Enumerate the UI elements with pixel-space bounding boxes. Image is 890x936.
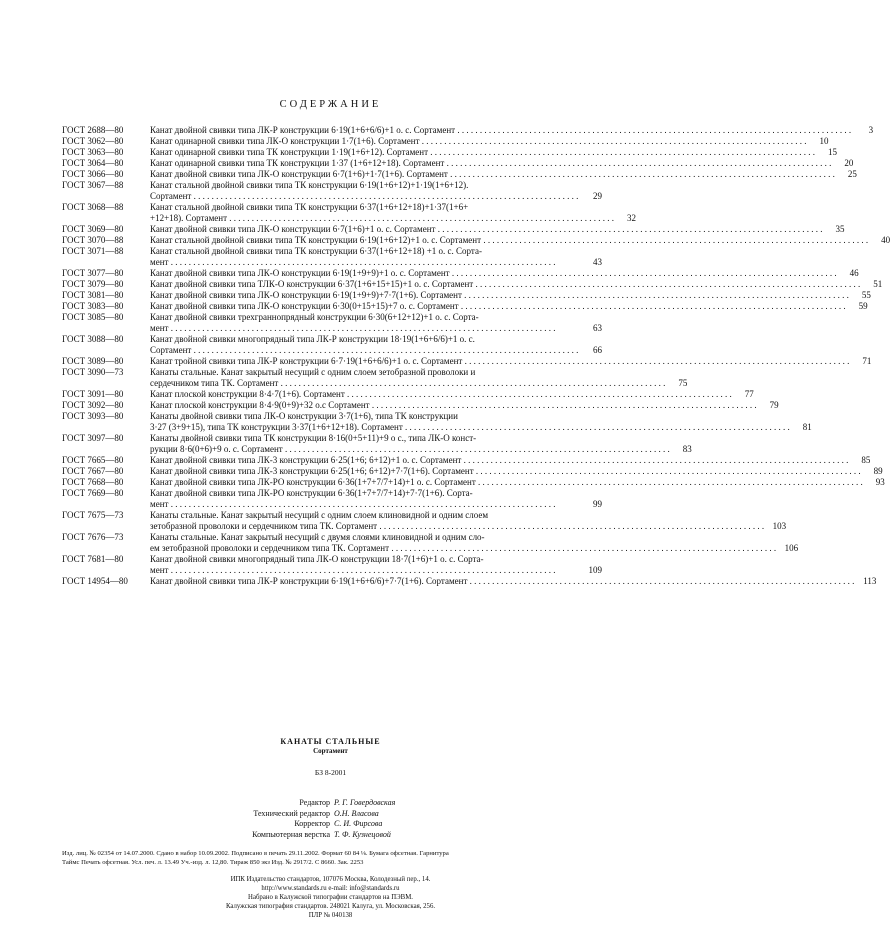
toc-line <box>150 169 857 180</box>
toc-description <box>150 576 876 587</box>
toc-line <box>150 323 602 334</box>
toc-line-text: Канат стальной двойной свивки типа ТК конструкции 6·37(1+6+12+18)+1·37(1+6+ <box>150 202 469 212</box>
toc-page-number: 15 <box>828 147 838 157</box>
toc-page-number: 25 <box>847 169 857 179</box>
toc-page-number: 75 <box>678 378 688 388</box>
publisher-line: http://www.standards.ru e-mail: info@standards.ru <box>261 885 400 892</box>
toc-line-text: Канат двойной свивки трехграннопрядный конструкции 6·30(6+12+12)+1 о. с. Сорта- <box>150 312 479 322</box>
toc-entry <box>62 268 859 279</box>
toc-code: ГОСТ 3090—73 <box>62 367 124 377</box>
toc-entry <box>62 290 871 301</box>
toc-code: ГОСТ 7676—73 <box>62 532 124 542</box>
toc-code: ГОСТ 3062—80 <box>62 136 124 146</box>
toc-line-text: Канаты двойной свивки типа ТК конструкции 8·16(0+5+11)+9 о с., типа ЛК-О конст- <box>150 433 477 443</box>
toc-entry <box>62 246 602 268</box>
toc-line-text: Канат тройной свивки типа ЛК-Р конструкции 6·7·19(1+6+6/6)+1 о. с. Сортамент . . . <box>150 356 849 367</box>
toc-page-number: 71 <box>862 356 872 366</box>
toc-description <box>150 202 636 224</box>
toc-page-number: 46 <box>849 268 859 278</box>
toc-entry <box>62 180 602 202</box>
toc-description <box>150 532 798 554</box>
toc-description <box>150 411 812 433</box>
toc-page-number: 113 <box>863 576 877 586</box>
toc-entry <box>62 158 854 169</box>
toc-entry <box>62 554 602 576</box>
toc-line-text: +12+18). Сортамент . . . <box>150 213 614 224</box>
toc-line <box>150 235 890 246</box>
toc-entry <box>62 301 868 312</box>
toc-page-number: 83 <box>682 444 692 454</box>
toc-description <box>150 477 885 488</box>
publisher-line: Калужская типография стандартов. 248021 Калуга, ул. Московская, 256. <box>225 903 436 910</box>
toc-line <box>150 422 812 433</box>
toc-entry <box>62 136 829 147</box>
toc-page-number: 55 <box>861 290 871 300</box>
toc-line <box>150 543 798 554</box>
toc-entry <box>62 389 754 400</box>
toc-line-text: Канат двойной свивки типа ЛК-3 конструкции 6·25(1+6; 6+12)+1 о. с. Сортамент . . . <box>150 455 848 466</box>
toc-description <box>150 367 687 389</box>
toc-page-number: 63 <box>593 323 602 333</box>
toc-entry <box>62 125 874 136</box>
toc-description <box>150 224 845 235</box>
toc-entry <box>62 477 885 488</box>
toc-code: ГОСТ 7665—80 <box>62 455 124 465</box>
toc-line-text: рукции 8·6(0+6)+9 о. с. Сортамент . . . <box>150 444 670 455</box>
toc-page-number <box>764 510 786 521</box>
toc-code: ГОСТ 3068—88 <box>62 202 124 212</box>
toc-entry <box>62 488 602 510</box>
toc-line-text: Канат одинарной свивки типа ТК конструкции 1·37 (1+6+12+18). Сортамент . . . <box>150 158 831 169</box>
toc-entry <box>62 202 637 224</box>
toc-line-text: Канат двойной свивки типа ЛК-Р конструкции 6·19(1+6+6/6)+7·7(1+6). Сортамент . . . <box>150 576 854 587</box>
toc-code: ГОСТ 7681—80 <box>62 554 124 564</box>
toc-entry <box>62 576 877 587</box>
editor-row <box>0 819 661 830</box>
publisher-line: ИПК Издательство стандартов, 107076 Москва, Колодезный пер., 14. <box>230 876 431 883</box>
toc-description <box>150 246 602 268</box>
toc-line-text: Канат плоской конструкции 8·4·7(1+6). Сортамент . . . <box>150 389 732 400</box>
toc-page-number <box>580 334 602 345</box>
toc-line-text: Канат двойной свивки типа ЛК-3 конструкции 6·25(1+6; 6+12)+7·7(1+6). Сортамент . . . <box>150 466 861 477</box>
toc-line-text: Канат двойной свивки многопрядный типа ЛК-Р конструкции 18·19(1+6+6/6)+1 о. с. <box>150 334 475 344</box>
toc-code: ГОСТ 3083—80 <box>62 301 124 311</box>
editor-row <box>0 830 661 841</box>
toc-line <box>150 411 812 422</box>
toc-line <box>150 312 602 323</box>
editor-row <box>0 798 661 809</box>
toc-page-number: 3 <box>868 125 874 135</box>
toc-page-number: 77 <box>744 389 754 399</box>
toc-page-number: 43 <box>593 257 602 267</box>
toc-line-text: 3·27 (3+9+15), типа ТК конструкции 3·37(1+6+12+18). Сортамент . . . <box>150 422 790 433</box>
toc-page-number: 89 <box>873 466 883 476</box>
toc-line <box>150 202 636 213</box>
toc-line <box>150 136 829 147</box>
toc-description <box>150 400 779 411</box>
toc-line-text: Сортамент . . . <box>150 191 580 202</box>
toc-entry <box>62 455 871 466</box>
toc-line-text: Канаты двойной свивки типа ЛК-О конструкции 3·7(1+6), типа ТК конструкции <box>150 411 458 421</box>
toc-description <box>150 136 829 147</box>
toc-line-text: мент . . . <box>150 323 580 334</box>
publisher-block <box>0 875 661 920</box>
toc-description <box>150 466 883 477</box>
toc-entry <box>62 147 838 158</box>
toc-line <box>150 290 871 301</box>
toc-line <box>150 334 602 345</box>
toc-line <box>150 400 779 411</box>
imprint-line: Таймс Печать офсетная. Усл. печ. л. 13.49 Уч.-изд. л. 12,80. Тираж 850 экз Изд. № 2917/2. С 8660. Зак. 2253 <box>62 859 364 866</box>
toc-line <box>150 532 798 543</box>
toc-line-text: ем зетобразной проволоки и сердечником типа ТК. Сортамент . . . <box>150 543 776 554</box>
toc-description <box>150 147 837 158</box>
toc-page-number: 79 <box>769 400 779 410</box>
imprint-line: Изд. лиц. № 02354 от 14.07.2000. Сдано в набор 10.09.2002. Подписано в печать 29.11.2002. Формат 60 84 ⅛. Бумага офсетная. Гарнитура <box>62 850 449 857</box>
page-title: СОДЕРЖАНИЕ <box>279 99 382 110</box>
toc-code: ГОСТ 3064—80 <box>62 158 124 168</box>
toc-line <box>150 180 602 191</box>
toc-line <box>150 125 873 136</box>
publisher-line: ПЛР № 040138 <box>308 912 353 919</box>
toc-line <box>150 158 853 169</box>
toc-line-text: Канат двойной свивки типа ТЛК-О конструкции 6·37(1+6+15+15)+1 о. с. Сортамент . . . <box>150 279 860 290</box>
toc-code: ГОСТ 3097—80 <box>62 433 124 443</box>
toc-line-text: Канат двойной свивки типа ЛК-О конструкции 6·7(1+6)+1·7(1+6). Сортамент . . . <box>150 169 835 180</box>
toc-description <box>150 356 871 367</box>
toc-description <box>150 279 882 290</box>
toc-line-text: мент . . . <box>150 499 580 510</box>
toc-code: ГОСТ 7669—80 <box>62 488 124 498</box>
toc-line <box>150 279 882 290</box>
toc-line-text: Канат двойной свивки типа ЛК-РО конструкции 6·36(1+7+7/7+14)+7·7(1+6). Сорта- <box>150 488 473 498</box>
toc-code: ГОСТ 3081—80 <box>62 290 124 300</box>
toc-page-number: 51 <box>873 279 883 289</box>
toc-line-text: Канат стальной двойной свивки типа ТК конструкции 6·19(1+6+12)+1·19(1+6+12). <box>150 180 469 190</box>
toc-line <box>150 521 786 532</box>
toc-code: ГОСТ 3092—80 <box>62 400 124 410</box>
toc-page-number <box>580 180 602 191</box>
toc-line-text: Канат одинарной свивки типа ЛК-О конструкции 1·7(1+6). Сортамент . . . <box>150 136 807 147</box>
toc-page-number: 103 <box>772 521 787 531</box>
toc-description <box>150 169 857 180</box>
toc-page-number <box>670 433 692 444</box>
toc-page-number: 10 <box>819 136 829 146</box>
toc-line-text: Канат двойной свивки типа ЛК-О конструкции 6·19(1+9+9)+1 о. с. Сортамент . . . <box>150 268 837 279</box>
toc-line-text: Канат двойной свивки многопрядный типа ЛК-О конструкции 18·7(1+6)+1 о. с. Сорта- <box>150 554 484 564</box>
toc-line-text: мент . . . <box>150 565 580 576</box>
editor-role: Корректор <box>294 819 330 828</box>
toc-entry <box>62 367 688 389</box>
toc-line-text: Канат двойной свивки типа ЛК-О конструкции 6·19(1+9+9)+7·7(1+6). Сортамент . . . <box>150 290 849 301</box>
toc-code: ГОСТ 3085—80 <box>62 312 124 322</box>
toc-page-number: 106 <box>784 543 799 553</box>
editor-role: Редактор <box>299 798 330 807</box>
toc-entry <box>62 400 779 411</box>
toc-line <box>150 499 602 510</box>
toc-description <box>150 125 873 136</box>
toc-entry <box>62 356 872 367</box>
toc-page-number: 20 <box>844 158 854 168</box>
toc-page-number <box>614 202 636 213</box>
toc-page-number: 93 <box>875 477 885 487</box>
toc-page-number: 99 <box>593 499 602 509</box>
toc-description <box>150 301 868 312</box>
editor-row <box>0 809 661 820</box>
toc-page-number: 40 <box>881 235 890 245</box>
toc-line <box>150 213 636 224</box>
toc-line-text: Канат двойной свивки типа ЛК-О конструкции 6·7(1+6)+1 о. с. Сортамент . . . <box>150 224 823 235</box>
toc-entry <box>62 169 857 180</box>
toc-line-text: Сортамент . . . <box>150 345 580 356</box>
book-subtitle: Сортамент <box>313 747 348 755</box>
toc-page-number: 81 <box>802 422 812 432</box>
toc-line <box>150 257 602 268</box>
editors-block <box>0 798 661 840</box>
toc-code: ГОСТ 3077—80 <box>62 268 124 278</box>
bz-number: БЗ 8-2001 <box>314 768 347 777</box>
toc-code: ГОСТ 14954—80 <box>62 576 128 586</box>
editor-name: О.Н. Власова <box>334 808 379 818</box>
toc-line <box>150 466 883 477</box>
toc-line-text: Канат двойной свивки типа ЛК-О конструкции 6·30(0+15+15)+7 о. с. Сортамент . . . <box>150 301 846 312</box>
toc-page-number <box>580 488 602 499</box>
toc-code: ГОСТ 3093—80 <box>62 411 124 421</box>
toc-entry <box>62 510 787 532</box>
toc-description <box>150 290 871 301</box>
imprint-block <box>62 849 607 867</box>
editor-role: Технический редактор <box>253 808 330 818</box>
toc-line <box>150 389 754 400</box>
toc-page-number: 32 <box>627 213 637 223</box>
toc-line <box>150 576 876 587</box>
toc-page-number <box>580 312 602 323</box>
toc-page-number <box>665 367 687 378</box>
table-of-contents <box>62 125 890 587</box>
toc-line <box>150 565 602 576</box>
toc-description <box>150 389 754 400</box>
toc-line <box>150 554 602 565</box>
toc-entry <box>62 532 799 554</box>
toc-code: ГОСТ 3066—80 <box>62 169 124 179</box>
toc-code: ГОСТ 3091—80 <box>62 389 124 399</box>
toc-line <box>150 510 786 521</box>
editor-name: Т. Ф. Кузнецовой <box>334 829 391 839</box>
toc-code: ГОСТ 7667—80 <box>62 466 124 476</box>
toc-code: ГОСТ 7668—80 <box>62 477 124 487</box>
toc-description <box>150 455 870 466</box>
toc-code: ГОСТ 3070—88 <box>62 235 124 245</box>
toc-page-number: 29 <box>593 191 602 201</box>
toc-code: ГОСТ 3067—88 <box>62 180 124 190</box>
editor-name: Р. Г. Говердовская <box>334 798 396 807</box>
toc-line <box>150 488 602 499</box>
toc-description <box>150 510 786 532</box>
toc-page-number: 85 <box>861 455 871 465</box>
toc-line <box>150 345 602 356</box>
toc-code: ГОСТ 3071—88 <box>62 246 124 256</box>
toc-page-number <box>580 246 602 257</box>
toc-code: ГОСТ 3069—80 <box>62 224 124 234</box>
toc-line-text: сердечником типа ТК. Сортамент . . . <box>150 378 665 389</box>
toc-line <box>150 367 687 378</box>
editor-name: С. И. Фирсова <box>334 819 383 828</box>
toc-line-text: Канат плоской конструкции 8·4·9(0+9)+32 о.с Сортамент . . . <box>150 400 757 411</box>
toc-line <box>150 356 871 367</box>
toc-line <box>150 477 885 488</box>
toc-code: ГОСТ 3089—80 <box>62 356 124 366</box>
toc-line-text: Канаты стальные. Канат закрытый несущий с двумя слоями клиновидной и одним сло- <box>150 532 485 542</box>
editor-role: Компьютерная верстка <box>252 829 330 839</box>
toc-entry <box>62 433 692 455</box>
toc-line-text: Канаты стальные. Канат закрытый несущий с одним слоем зетобразной проволоки и <box>150 367 476 377</box>
toc-line <box>150 147 837 158</box>
toc-entry <box>62 334 602 356</box>
toc-description <box>150 488 602 510</box>
toc-description <box>150 433 692 455</box>
book-title: КАНАТЫ СТАЛЬНЫЕ <box>280 737 381 746</box>
toc-line <box>150 455 870 466</box>
toc-page-number: 66 <box>593 345 602 355</box>
toc-page-number: 35 <box>835 224 845 234</box>
toc-code: ГОСТ 7675—73 <box>62 510 124 520</box>
toc-line-text: мент . . . <box>150 257 580 268</box>
toc-line <box>150 444 692 455</box>
toc-entry <box>62 224 845 235</box>
toc-code: ГОСТ 3088—80 <box>62 334 124 344</box>
toc-page-number: 59 <box>858 301 868 311</box>
toc-line-text: Канат двойной свивки типа ЛК-РО конструкции 6·36(1+7+7/7+14)+1 о. с. Сортамент . . . <box>150 477 863 488</box>
toc-entry <box>62 235 890 246</box>
toc-description <box>150 158 853 169</box>
toc-page-number: 109 <box>588 565 602 575</box>
toc-code: ГОСТ 3079—80 <box>62 279 124 289</box>
toc-line <box>150 246 602 257</box>
toc-description <box>150 268 859 279</box>
toc-line <box>150 378 687 389</box>
toc-line <box>150 224 845 235</box>
toc-line-text: Канат стальной двойной свивки типа ТК конструкции 6·37(1+6+12+18) +1 о. с. Сорта- <box>150 246 482 256</box>
toc-line-text: зетобразной проволоки и сердечником типа ТК. Сортамент . . . <box>150 521 764 532</box>
toc-entry <box>62 312 602 334</box>
toc-page-number <box>580 554 602 565</box>
toc-line <box>150 433 692 444</box>
toc-description <box>150 312 602 334</box>
publisher-line: Набрано в Калужской типографии стандартов на ПЭВМ. <box>248 894 413 901</box>
toc-description <box>150 334 602 356</box>
toc-entry <box>62 279 883 290</box>
toc-description <box>150 554 602 576</box>
toc-code: ГОСТ 3063—80 <box>62 147 124 157</box>
toc-page-number <box>790 411 812 422</box>
toc-code: ГОСТ 2688—80 <box>62 125 124 135</box>
toc-description <box>150 180 602 202</box>
toc-line-text: Канаты стальные. Канат закрытый несущий с одним слоем клиновидной и одним слоем <box>150 510 489 520</box>
toc-line <box>150 191 602 202</box>
toc-line-text: Канат стальной двойной свивки типа ТК конструкции 6·19(1+6+12)+1 о. с. Сортамент . . . <box>150 235 868 246</box>
toc-page-number <box>776 532 798 543</box>
toc-entry <box>62 466 883 477</box>
toc-entry <box>62 411 812 433</box>
toc-line <box>150 301 868 312</box>
toc-line-text: Канат одинарной свивки типа ТК конструкции 1·19(1+6+12). Сортамент . . . <box>150 147 815 158</box>
toc-description <box>150 235 890 246</box>
toc-line-text: Канат двойной свивки типа ЛК-Р конструкции 6·19(1+6+6/6)+1 о. с. Сортамент . . . . . <box>150 125 851 136</box>
toc-line <box>150 268 859 279</box>
